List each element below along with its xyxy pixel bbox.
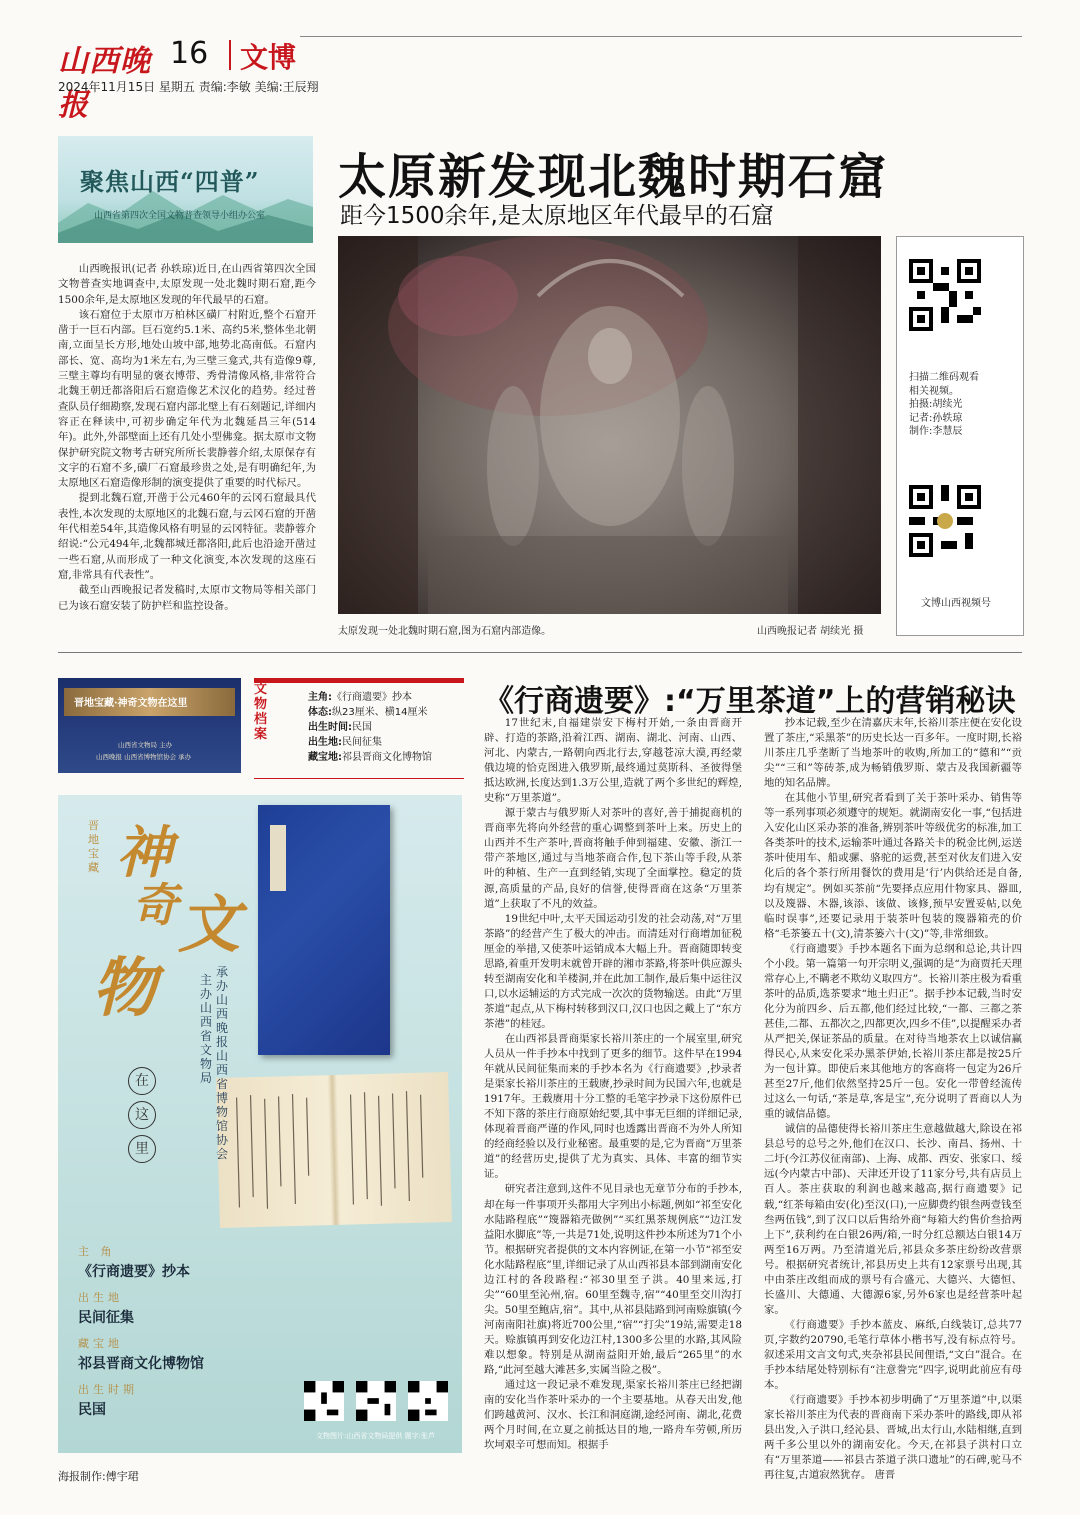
qr-line: 扫描二维码观看 — [909, 372, 979, 383]
poster-qr-code[interactable] — [356, 1381, 396, 1421]
video-qr-code[interactable] — [909, 259, 981, 331]
qr-line: 相关视频。 — [909, 385, 959, 397]
paragraph: 诚信的品德使得长裕川茶庄生意越做越大,除设在祁县总号的总号之外,他们在汉口、长沙、南昌、扬州、十二圩(今江苏仪征南部)、上海、成都、西安、张家口、绥远(今内蒙古中部)、天津还开设了11家分号,共有店员上百人。茶庄获取的利润也越来越高,据行商遗要》记载,“红茶每箱由安(化)至汉(口),一应脚费约银叁两壹钱至叁两伍钱”,到了汉口以后售给外商“每箱大约售价叁拾两上下”,获利约在白银26两/箱,一时分红总额达白银14万两至16万两。乃至清道光后,祁县众多茶庄纷纷改营票号。根据研究者统计,祁县历史上共有12家票号出现,其中由茶庄改组而成的票号有合盛元、大德兴、大德恒、长盛川、大德通、大德源6家,另外6家也是经营茶叶起家。 — [764, 1123, 1022, 1316]
poster-qr-code[interactable] — [408, 1381, 448, 1421]
poster-char: 物 — [92, 951, 156, 1026]
article-subheadline: 距今1500余年,是太原地区年代最早的石窟 — [340, 203, 774, 229]
poster-field-value: 民国 — [78, 1402, 106, 1418]
photo-caption: 太原发现一处北魏时期石窟,图为石窟内部造像。 — [338, 626, 552, 637]
archive-tag: 文物档案 — [254, 682, 268, 742]
column-banner — [58, 678, 241, 773]
paragraph: 19世纪中叶,太平天国运动引发的社会动荡,对“万里茶路”的经营产生了极大的冲击。而清廷对行商增加征税厘金的举措,又使茶叶运销成本大幅上升。晋商随即转变思路,着重开发明末就曾开辟的湘市茶路,将茶叶供应源头转至湖南安化和羊楼洞,并在此加工制作,最后集中运往汉口,以水运辅运的方式完成一次次的货物输送。由此“万里茶道”起点,从下梅村转移到汉口,汉口也因之戴上了“东方茶港”的桂冠。 — [484, 912, 742, 1030]
archive-label: 主角: — [308, 692, 332, 703]
poster-field-key: 主 角 — [78, 1245, 116, 1258]
poster-qr-code[interactable] — [304, 1381, 344, 1421]
qr-info — [909, 371, 979, 439]
banner-host: 山西省文物局 主办 — [118, 741, 173, 749]
topic-banner — [58, 136, 313, 243]
paragraph: 在山西祁县晋商渠家长裕川茶庄的一个展室里,研究人员从一件手抄本中找到了更多的细节。这件早在1994年就从民间征集而来的手抄本名为《行商遗要》,抄录者是渠家长裕川茶庄的王载赓,抄录时间为民国六年,也就是1917年。王载赓用十分工整的毛笔字抄录下这份原件已不知下落的茶庄行商原始纪要,其中事无巨细的详细记录,体现着晋商严谨的作风,同时也透露出晋商不为外人所知的经商经验以及行业秘密。最重要的是,它为晋商“万里茶道”的经营历史,提供了尤为真实、具体、丰富的细节实证。 — [484, 1032, 742, 1181]
archive-value: 《行商遗要》抄本 — [332, 692, 412, 703]
archive-row — [308, 750, 432, 765]
paragraph: 在其他小节里,研究者看到了关于茶叶采办、销售等等一系列事项必须遵守的规矩。就湖南安化一事,“包括进入安化山区采办茶的准备,辨别茶叶等级优劣的标准,加工各类茶叶的技术,运输茶叶通过各路关卡的税金比例,运送茶叶使用车、船或骡、骆驼的运费,甚至对伙友们进入安化后的各个茶行所用餐饮的费用是‘行’内供给还是自备,均有规定”。例如买茶前“先要择点应用什物家具、器皿,以及篾器、木器,该添、该做、该修,预早安置妥帖,以免临时误事”,还要记录用于装茶叶包装的篾器箱壳的价格“毛茶篓五十(文),清茶篓六十(文)”等,非常细致。 — [764, 792, 1022, 940]
poster-char: 奇 — [132, 878, 178, 932]
poster-field-value: 祁县晋商文化博物馆 — [78, 1356, 204, 1372]
qr-line: 记者:孙轶琼 — [909, 412, 963, 424]
paragraph: 研究者注意到,这件不见目录也无章节分布的手抄本,却在每一件事项开头都用大字列出小标题,例如“祁至安化水陆路程底”“篾器箱壳做例”“买红黑茶规例底”“边江发益阳水脚底”等,一共是71处,说明这件抄本所述为71个小节。根据研究者提供的文本内容例证,在第一小节“祁至安化水陆路程底”里,详细记录了从山西祁县本部到湖南安化边江村的各段路程:“祁30里至子洪。40里来远,打尖”“60里至沁州,宿。60里至魏寺,宿”“40里至交川沟打尖。50里至鲍店,宿”。其中,从祁县陆路到河南赊旗镇(今河南南阳社旗)将近700公里,“宿”“打尖”19站,需要走18天。赊旗镇再到安化边江村,1300多公里的水路,其风险难以想象。特别是从湖南益阳开始,最后“265里”的水路,“此河至越大滩甚多,实属当险之极”。 — [484, 1183, 742, 1377]
grotto-photo — [338, 236, 881, 614]
page-number: 16 — [170, 36, 209, 71]
poster-organizer: 承办 山西晚报 山西省博物馆协会 — [216, 965, 229, 1161]
poster-host: 主办 山西省文物局 — [200, 973, 213, 1085]
archive-row — [308, 735, 432, 750]
article2-column-right — [764, 716, 1022, 1483]
date-line: 2024年11月15日 星期五 责编:李敏 美编:王辰翔 — [58, 80, 319, 94]
archive-row — [308, 690, 432, 705]
poster-circle: 在 — [128, 1067, 156, 1095]
poster-calligraphy-small: 晋地宝藏 — [88, 819, 99, 874]
poster-circle: 这 — [128, 1101, 156, 1129]
archive-value: 民国 — [352, 722, 372, 733]
poster-note: 文物图片:山西省文物局提供 题字:张芦 — [316, 1432, 435, 1440]
paragraph: 提到北魏石窟,开凿于公元460年的云冈石窟最具代表性,本次发现的太原地区的北魏石窟,与云冈石窟的开凿年代相差54年,其造像风格有明显的云冈特征。裴静蓉介绍说:“公元494年,北魏都城迁都洛阳,此后也沿途开凿过一些石窟,从而形成了一种文化演变,本次发现的这座石窟,非常具有代表性”。 — [58, 492, 316, 581]
banner-title: 聚焦山西“四普” — [80, 167, 260, 196]
archive-value: 民间征集 — [342, 737, 382, 748]
poster — [58, 795, 462, 1453]
archive-label: 出生时间: — [308, 722, 352, 733]
poster-field-key: 藏宝地 — [78, 1337, 123, 1350]
poster-field-key: 出生地 — [78, 1291, 123, 1304]
article2-headline: 《行商遗要》:“万里茶道”上的营销秘诀 — [484, 684, 1016, 719]
archive-label: 出生地: — [308, 737, 342, 748]
archive-row — [308, 720, 432, 735]
archive-label: 藏宝地: — [308, 752, 342, 763]
archive-value: 祁县晋商文化博物馆 — [342, 752, 432, 763]
banner-subtitle: 山西省第四次全国文物普查领导小组办公室 — [94, 211, 266, 221]
section-name: 文博 — [240, 41, 297, 74]
blue-book-cover — [258, 805, 390, 1055]
article-body — [58, 262, 316, 614]
paragraph: 源于蒙古与俄罗斯人对茶叶的喜好,善于捕捉商机的晋商率先将向外经营的重心调整到茶叶上来。历史上的山西并不生产茶叶,晋商将触手伸到福建、安徽、浙江一带产茶地区,通过与当地茶商合作,包下茶山等手段,从茶叶的种植、生产一直到经销,实现了全面掌控。稳定的货源,高质量的产品,良好的信誉,使得晋商在这条“万里茶道”上获取了不凡的效益。 — [484, 807, 742, 910]
paragraph: 该石窟位于太原市万柏林区磺厂村附近,整个石窟开凿于一巨石内部。巨石宽约5.1米、高约5米,整体坐北朝南,立面呈长方形,地处山坡中部,地势北高南低。石窟内部长、宽、高均为1米左右,为三壁三龛式,共有造像9尊,三壁主尊均有明显的褒衣博带、秀骨清像风格,非常符合北魏王朝迁都洛阳后石窟造像艺术汉化的趋势。经过普查队员仔细勘察,发现石窟内部北壁上有石刻题记,详细内容正在释读中,可初步确定年代为北魏延昌三年(514年)。此外,外部壁面上还有几处小型佛龛。据太原市文物保护研究院文物考古研究所所长裴静蓉介绍,太原保存有文字的石窟不多,磺厂石窟最珍贵之处,是有明确纪年,为太原地区石窟造像形制的演变提供了重要的时代标尺。 — [58, 308, 316, 490]
poster-field-value: 《行商遗要》抄本 — [78, 1264, 190, 1280]
archive-info — [308, 690, 432, 765]
paragraph: 《行商遗要》手抄本题名下面为总纲和总论,共计四个小段。第一篇第一句开宗明义,强调的是“为商贾托天理常存心上,不瞒老不欺幼义取四方”。长裕川茶庄极为看重茶叶的品质,选茶要求“地土归正”。据手抄本记载,当时安化分为前四乡、后五都,他们经过比较,“一都、三都之茶甚佳,二都、五都次之,四都更次,四乡不佳”,以提醒采办者从严把关,保证茶品的质量。在对待当地茶农上以诚信赢得民心,从来安化采办黑茶伊始,长裕川茶庄都是按25斤为一包计算。即使后来其他地方的客商将一包定为26斤甚至27斤,他们依然坚持25斤一包。安化一带曾经流传过这么一句话,“茶是草,客是宝”,充分说明了晋商以人为重的诚信品德。 — [764, 942, 1022, 1121]
book-label — [270, 825, 286, 891]
header-divider — [229, 40, 231, 70]
qr-line: 制作:李慧辰 — [909, 426, 963, 437]
qr-panel — [896, 236, 1024, 636]
article2-column-left — [484, 716, 742, 1453]
poster-char: 神 — [116, 820, 172, 886]
qr-line: 拍摄:胡续光 — [909, 399, 963, 410]
paragraph: 通过这一段记录不难发现,渠家长裕川茶庄已经把湖南的安化当作茶叶采办的一个主要基地。从春天出发,他们跨越黄河、汉水、长江和洞庭湖,途经河南、湖北,花费两个月时间,在立夏之前抵达目的地,一路舟车劳顿,所历坎坷艰辛可想而知。根据手 — [484, 1379, 742, 1452]
header-rule — [300, 36, 1022, 37]
poster-field-key: 出生时期 — [78, 1383, 138, 1396]
channel-qr-code[interactable] — [909, 485, 981, 557]
archive-label: 体态: — [308, 707, 332, 718]
newspaper-logo: 山西晚报 — [58, 44, 151, 123]
paragraph: 17世纪末,自福建崇安下梅村开始,一条由晋商开辟、打造的茶路,沿着江西、湖南、湖北、河南、山西、河北、内蒙古,一路朝向西北行去,穿越苍凉大漠,再经蒙俄边境的恰克图进入俄罗斯,最终通过莫斯科、圣彼得堡抵达欧洲,长度达到1.3万公里,造就了两个多世纪的辉煌,史称“万里茶道”。 — [484, 717, 742, 805]
archive-row — [308, 705, 432, 720]
photo-credit: 山西晚报记者 胡续光 摄 — [757, 626, 864, 637]
section-divider — [58, 652, 1022, 653]
poster-circle: 里 — [128, 1135, 156, 1163]
column-banner-title: 晋地宝藏·神奇文物在这里 — [74, 698, 188, 709]
poster-field-value: 民间征集 — [78, 1310, 134, 1326]
paragraph: 山西晚报讯(记者 孙轶琼)近日,在山西省第四次全国文物普查实地调查中,太原发现一处北魏时期石窟,距今1500余年,是太原地区发现的年代最早的石窟。 — [58, 263, 316, 306]
paragraph: 抄本记载,至少在清嘉庆末年,长裕川茶庄便在安化设置了茶庄,“采黑茶”的历史长达一百多年。一度时期,长裕川茶庄几乎垄断了当地茶叶的收购,所加工的“德和”“贡尖”“三和”等砖茶,成为畅销俄罗斯、蒙古及我国新疆等地的知名品牌。 — [764, 717, 1022, 790]
paragraph: 《行商遗要》手抄本初步明确了“万里茶道”中,以渠家长裕川茶庄为代表的晋商南下采办茶叶的路线,即从祁县出发,入子洪口,经沁县、晋城,出太行山,水陆相继,直到两千多公里以外的湖南安化。今天,在祁县子洪村口立有“万里茶道——祁县古茶道子洪口遗址”的石碑,驼马不再往复,古道寂然犹存。 唐晋 — [764, 1394, 1022, 1482]
poster-char: 文 — [178, 888, 241, 961]
poster-credit: 海报制作:傅宇珺 — [58, 1470, 139, 1483]
channel-label: 文博山西视频号 — [921, 598, 991, 609]
paragraph: 截至山西晚报记者发稿时,太原市文物局等相关部门已为该石窟安装了防护栏和监控设备。 — [58, 584, 316, 612]
banner-organizer: 山西晚报 山西省博物馆协会 承办 — [96, 753, 192, 761]
open-manuscript — [216, 1072, 452, 1228]
article-headline: 太原新发现北魏时期石窟 — [338, 149, 889, 205]
archive-value: 纵23厘米、横14厘米 — [332, 707, 428, 718]
paragraph: 《行商遗要》手抄本蓝皮、麻纸,白线装订,总共77页,字数约20790,毛笔行草体小楷书写,没有标点符号。叙述采用文言文句式,夹杂祁县民间俚语,“文白”混合。在手抄本结尾处特别标有“注意誊完”四字,说明此前应有母本。 — [764, 1318, 1022, 1392]
